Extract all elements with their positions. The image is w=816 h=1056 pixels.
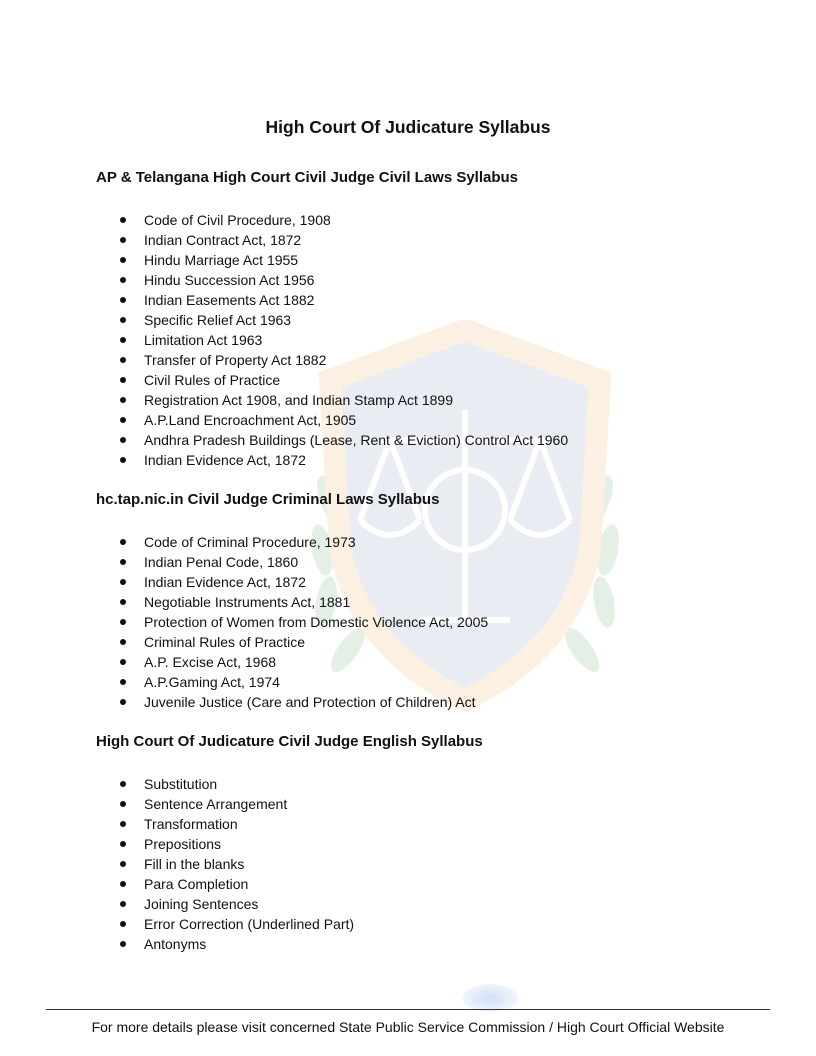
list-item: Civil Rules of Practice (120, 370, 776, 390)
bullet-icon (120, 437, 126, 443)
bullet-icon (120, 699, 126, 705)
bullet-icon (120, 941, 126, 947)
list-item: Code of Civil Procedure, 1908 (120, 210, 776, 230)
bullet-icon (120, 881, 126, 887)
bullet-icon (120, 639, 126, 645)
section-heading: High Court Of Judicature Civil Judge English Syllabus (96, 733, 483, 750)
list-item: Indian Easements Act 1882 (120, 290, 776, 310)
list-item: Criminal Rules of Practice (120, 632, 776, 652)
bullet-icon (120, 559, 126, 565)
page-title: High Court Of Judicature Syllabus (265, 117, 551, 137)
bullet-icon (120, 337, 126, 343)
bullet-icon (120, 397, 126, 403)
list-item: A.P. Excise Act, 1968 (120, 652, 776, 672)
list-item: Indian Evidence Act, 1872 (120, 450, 776, 470)
list-item: Sentence Arrangement (120, 794, 776, 814)
list-item: Transformation (120, 814, 776, 834)
bullet-icon (120, 317, 126, 323)
list-item: Substitution (120, 774, 776, 794)
list-item: A.P.Gaming Act, 1974 (120, 672, 776, 692)
section-criminal-laws (96, 490, 776, 712)
section-english (96, 732, 776, 954)
bullet-icon (120, 579, 126, 585)
bullet-icon (120, 821, 126, 827)
list-item: Indian Evidence Act, 1872 (120, 572, 776, 592)
list-item: Specific Relief Act 1963 (120, 310, 776, 330)
footer-divider (46, 1009, 770, 1010)
list-item: Negotiable Instruments Act, 1881 (120, 592, 776, 612)
footer-note: For more details please visit concerned State Public Service Commission / High Court Official Website (91, 1019, 725, 1035)
bullet-icon (120, 841, 126, 847)
list-item: Indian Penal Code, 1860 (120, 552, 776, 572)
bullet-icon (120, 801, 126, 807)
bullet-icon (120, 921, 126, 927)
list-item: Transfer of Property Act 1882 (120, 350, 776, 370)
syllabus-list (96, 774, 776, 954)
section-civil-laws (96, 168, 776, 470)
list-item: Protection of Women from Domestic Violence Act, 2005 (120, 612, 776, 632)
list-item: Antonyms (120, 934, 776, 954)
footer-glow-decoration (462, 984, 518, 1012)
bullet-icon (120, 257, 126, 263)
list-item: Juvenile Justice (Care and Protection of Children) Act (120, 692, 776, 712)
bullet-icon (120, 357, 126, 363)
section-heading: hc.tap.nic.in Civil Judge Criminal Laws Syllabus (96, 491, 440, 508)
bullet-icon (120, 217, 126, 223)
bullet-icon (120, 659, 126, 665)
list-item: Limitation Act 1963 (120, 330, 776, 350)
bullet-icon (120, 679, 126, 685)
bullet-icon (120, 457, 126, 463)
list-item: Joining Sentences (120, 894, 776, 914)
list-item: Registration Act 1908, and Indian Stamp Act 1899 (120, 390, 776, 410)
list-item: Error Correction (Underlined Part) (120, 914, 776, 934)
syllabus-list (96, 210, 776, 470)
list-item: Para Completion (120, 874, 776, 894)
bullet-icon (120, 237, 126, 243)
list-item: Andhra Pradesh Buildings (Lease, Rent & Eviction) Control Act 1960 (120, 430, 776, 450)
bullet-icon (120, 277, 126, 283)
list-item: Hindu Marriage Act 1955 (120, 250, 776, 270)
list-item: A.P.Land Encroachment Act, 1905 (120, 410, 776, 430)
bullet-icon (120, 297, 126, 303)
bullet-icon (120, 619, 126, 625)
section-heading: AP & Telangana High Court Civil Judge Civil Laws Syllabus (96, 169, 519, 186)
bullet-icon (120, 417, 126, 423)
bullet-icon (120, 901, 126, 907)
syllabus-list (96, 532, 776, 712)
list-item: Hindu Succession Act 1956 (120, 270, 776, 290)
bullet-icon (120, 377, 126, 383)
bullet-icon (120, 861, 126, 867)
bullet-icon (120, 599, 126, 605)
list-item: Indian Contract Act, 1872 (120, 230, 776, 250)
bullet-icon (120, 781, 126, 787)
list-item: Prepositions (120, 834, 776, 854)
list-item: Code of Criminal Procedure, 1973 (120, 532, 776, 552)
list-item: Fill in the blanks (120, 854, 776, 874)
bullet-icon (120, 539, 126, 545)
